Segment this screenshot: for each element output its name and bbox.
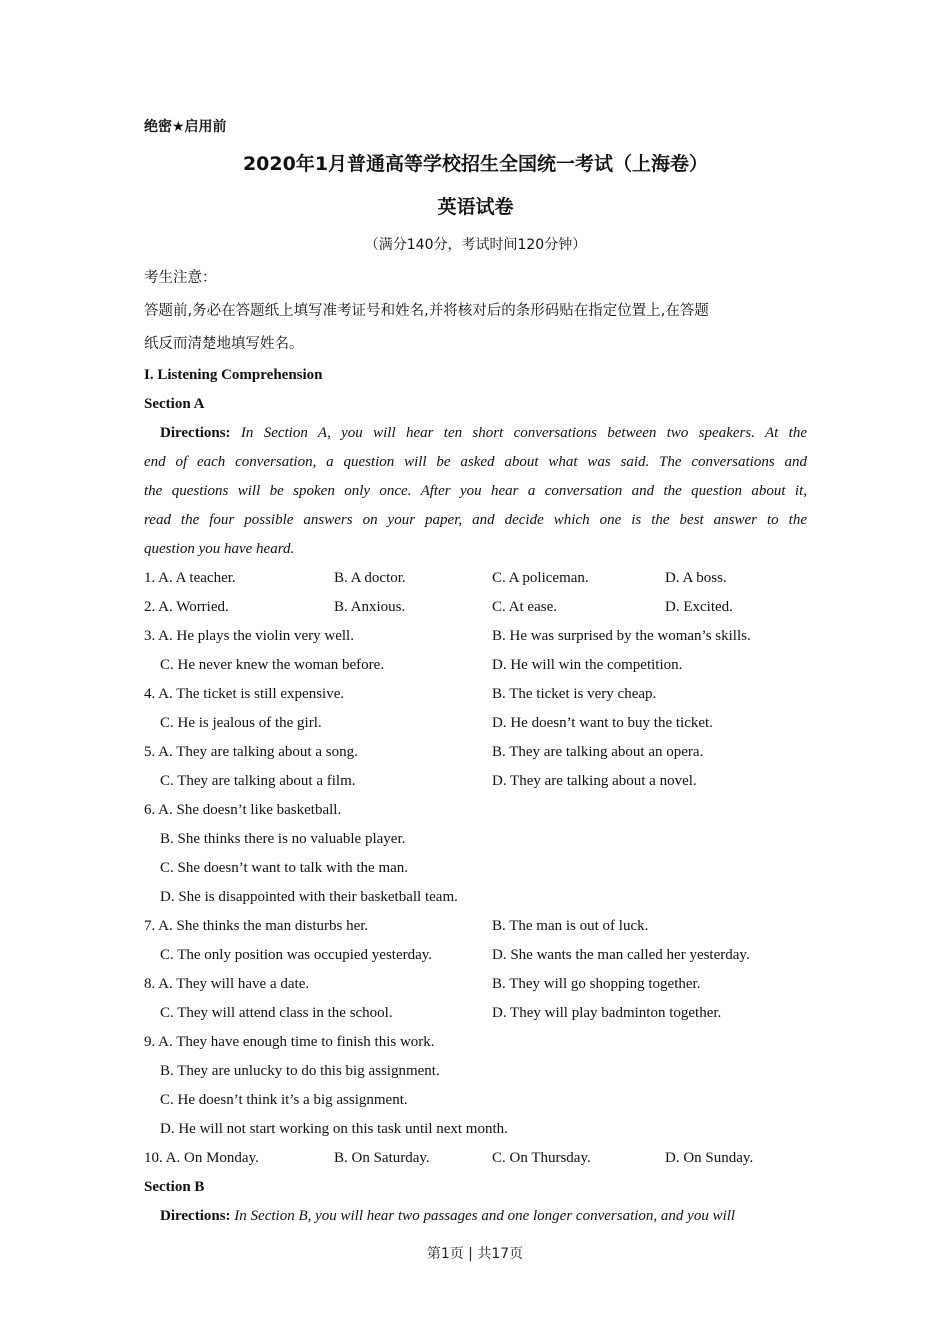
directions-line-4: read the four possible answers on your paper, and decide which one is the best answer to the (144, 512, 807, 528)
question-5-row-1 (144, 738, 807, 767)
q3-option-d: D. He will win the competition. (492, 657, 683, 673)
section-b-directions-label: Directions: (160, 1208, 231, 1224)
q4-option-d: D. He doesn’t want to buy the ticket. (492, 715, 713, 731)
q9-option-c: C. He doesn’t think it’s a big assignment. (160, 1092, 408, 1108)
q10-option-a: 10. A. On Monday. (144, 1150, 259, 1166)
q6-option-a: 6. A. She doesn’t like basketball. (144, 802, 342, 818)
question-1 (144, 564, 807, 593)
question-4-row-1 (144, 680, 807, 709)
directions-line-3: the questions will be spoken only once. After you hear a conversation and the question about it, (144, 483, 807, 499)
q4-option-a: 4. A. The ticket is still expensive. (144, 686, 345, 702)
q7-option-b: B. The man is out of luck. (492, 918, 649, 934)
section-a-title: Section A (144, 396, 205, 412)
q2-option-b: B. Anxious. (334, 599, 406, 615)
q8-option-a: 8. A. They will have a date. (144, 976, 310, 992)
notice-line-1: 答题前,务必在答题纸上填写准考证号和姓名,并将核对后的条形码贴在指定位置上,在答题 (144, 303, 709, 319)
q1-option-b: B. A doctor. (334, 570, 406, 586)
q3-option-b: B. He was surprised by the woman’s skills. (492, 628, 751, 644)
question-7-row-2 (144, 941, 807, 970)
directions-text: In Section A, you will hear ten short conversations between two speakers. At the (240, 425, 807, 441)
question-4-row-2 (144, 709, 807, 738)
question-8-row-2 (144, 999, 807, 1028)
q2-option-d: D. Excited. (665, 599, 733, 615)
part-title: I. Listening Comprehension (144, 367, 323, 383)
q10-option-d: D. On Sunday. (665, 1150, 754, 1166)
q6-option-c: C. She doesn’t want to talk with the man. (160, 860, 409, 876)
q7-option-c: C. The only position was occupied yesterday. (160, 947, 433, 963)
q3-option-a: 3. A. He plays the violin very well. (144, 628, 354, 644)
section-b-title: Section B (144, 1179, 205, 1195)
question-3-row-2 (144, 651, 807, 680)
question-7-row-1 (144, 912, 807, 941)
q4-option-b: B. The ticket is very cheap. (492, 686, 657, 702)
q8-option-b: B. They will go shopping together. (492, 976, 701, 992)
q3-option-c: C. He never knew the woman before. (160, 657, 385, 673)
section-b-directions-text: In Section B, you will hear two passages and one longer conversation, and you will (234, 1208, 736, 1224)
q5-option-c: C. They are talking about a film. (160, 773, 356, 789)
q8-option-c: C. They will attend class in the school. (160, 1005, 393, 1021)
q2-option-c: C. At ease. (492, 599, 557, 615)
q8-option-d: D. They will play badminton together. (492, 1005, 722, 1021)
exam-subtitle: 英语试卷 (437, 196, 514, 218)
question-3-row-1 (144, 622, 807, 651)
q9-option-a: 9. A. They have enough time to finish this work. (144, 1034, 435, 1050)
q7-option-a: 7. A. She thinks the man disturbs her. (144, 918, 369, 934)
directions-label: Directions: (160, 425, 231, 441)
exam-title: 2020年1月普通高等学校招生全国统一考试（上海卷） (242, 153, 709, 175)
q2-option-a: 2. A. Worried. (144, 599, 229, 615)
notice-line-2: 纸反而清楚地填写姓名。 (144, 336, 304, 352)
q7-option-d: D. She wants the man called her yesterday. (492, 947, 750, 963)
q1-option-c: C. A policeman. (492, 570, 589, 586)
directions-line-1 (144, 419, 807, 448)
score-info: （满分140分，考试时间120分钟） (364, 237, 587, 253)
question-10 (144, 1144, 807, 1173)
question-5-row-2 (144, 767, 807, 796)
q6-option-d: D. She is disappointed with their basketball team. (160, 889, 458, 905)
q9-option-b: B. They are unlucky to do this big assignment. (160, 1063, 440, 1079)
q5-option-a: 5. A. They are talking about a song. (144, 744, 358, 760)
q1-option-d: D. A boss. (665, 570, 727, 586)
question-8-row-1 (144, 970, 807, 999)
notice-label: 考生注意： (144, 270, 217, 286)
q5-option-b: B. They are talking about an opera. (492, 744, 704, 760)
q9-option-d: D. He will not start working on this task until next month. (160, 1121, 508, 1137)
q1-option-a: 1. A. A teacher. (144, 570, 236, 586)
q6-option-b: B. She thinks there is no valuable player. (160, 831, 406, 847)
section-b-directions (144, 1202, 807, 1231)
q10-option-c: C. On Thursday. (492, 1150, 591, 1166)
q10-option-b: B. On Saturday. (334, 1150, 430, 1166)
directions-line-5: question you have heard. (144, 541, 295, 557)
question-2 (144, 593, 807, 622)
q4-option-c: C. He is jealous of the girl. (160, 715, 322, 731)
secret-label: 绝密★启用前 (144, 119, 227, 135)
q5-option-d: D. They are talking about a novel. (492, 773, 697, 789)
page-footer: 第1页 | 共17页 (426, 1246, 524, 1262)
directions-line-2: end of each conversation, a question will be asked about what was said. The conversations and (144, 454, 807, 470)
exam-page (144, 112, 807, 1231)
